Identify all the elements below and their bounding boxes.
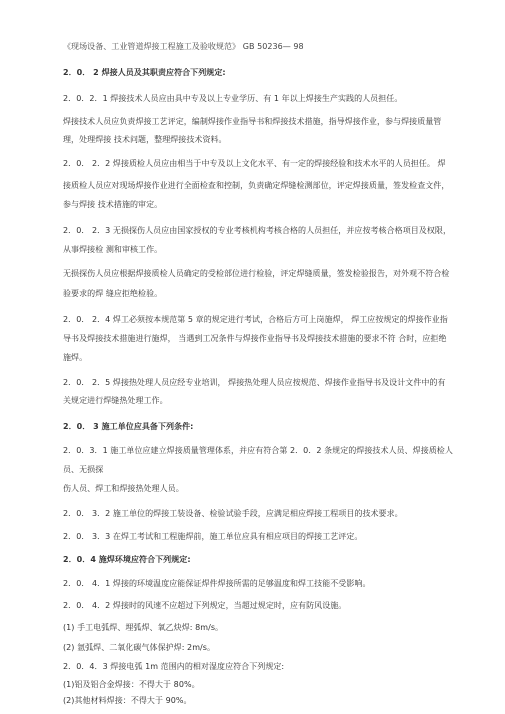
section-2-0-4-heading: 2．0．4 施焊环境应符合下列规定: [63,555,191,564]
paragraph-line: 2．0． 2．5 焊接热处理人员应经专业培训， 焊接热处理人员应按规范、焊接作业指导书及设计文件中的有 [63,378,446,387]
paragraph-line: 伤人员、焊工和焊接热处理人员。 [63,484,184,493]
paragraph-line: 验要求的焊 缝应拒绝检验。 [63,289,163,298]
paragraph-line: 理，处理焊接 技术问题，整理焊接技术资料。 [63,135,227,144]
paragraph-line: 从事焊接检 测和审核工作。 [63,245,163,254]
paragraph-line: (2) 氩弧焊、二氧化碳气体保护焊: 2m/s。 [63,643,216,652]
paragraph-line: (1)铝及铝合金焊接：不得大于 80%。 [63,680,200,689]
paragraph-line: 2．0．2．1 焊接技术人员应由具中专及以上专业学历、有 1 年以上焊接生产实践的人员担任。 [63,94,403,103]
paragraph-line: (2)其他材料焊接：不得大于 90%。 [63,696,192,705]
paragraph-line: 2．0． 3．3 在焊工考试和工程施焊前，施工单位应具有相应项目的焊接工艺评定。 [63,532,363,541]
paragraph-line: 焊接技术人员应负责焊接工艺评定，编制焊接作业指导书和焊接技术措施，指导焊接作业，参与焊接质量管 [63,117,442,126]
paragraph-line: 员、无损探 [63,465,104,474]
paragraph-line: 接质检人员应对现场焊接作业进行全面检查和控制，负责确定焊缝检测部位，评定焊接质量，签发检查文件， [63,181,450,190]
paragraph-line: 参与焊接 技术措施的审定。 [63,200,163,209]
paragraph-line: 2．0． 3．2 施工单位的焊接工装设备、检验试验手段，应满足相应焊接工程项目的技术要求。 [63,509,403,518]
section-2-0-3-heading: 2．0． 3 施工单位应具备下列条件: [63,422,194,431]
paragraph-line: 2．0． 2．2 焊接质检人员应由相当于中专及以上文化水平、有一定的焊接经验和技术水平的人员担任。 焊 [63,159,446,168]
section-2-0-2-heading: 2．0． 2 焊接人员及其职责应符合下列规定: [63,68,226,77]
paragraph-line: 施焊。 [63,353,88,362]
paragraph-line: 2．0． 4．2 焊接时的风速不应超过下列规定，当超过规定时，应有防风设施。 [63,601,347,610]
paragraph-line: (1) 手工电弧焊、埋弧焊、氧乙炔焊: 8m/s。 [63,623,224,632]
document-title: 《现场设备、工业管道焊接工程施工及验收规范》 GB 50236— 98 [63,42,304,51]
paragraph-line: 无损探伤人员应根据焊接质检人员确定的受检部位进行检验，评定焊缝质量，签发检验报告，对外观不符合检 [63,269,450,278]
paragraph-line: 2．0．4．3 焊接电弧 1m 范围内的相对湿度应符合下列规定: [63,662,285,671]
paragraph-line: 2．0． 2．3 无损探伤人员应由国家授权的专业考核机构考核合格的人员担任，并应按考核合格项目及权限， [63,226,451,235]
paragraph-line: 2．0． 2．4 焊工必须按本规范第 5 章的规定进行考试，合格后方可上岗施焊， 焊工应按规定的焊接作业指 [63,315,448,324]
paragraph-line: 导书及焊接技术措施进行施焊， 当遇到工况条件与焊接作业指导书及焊接技术措施的要求不符 合时，应拒绝 [63,334,447,343]
paragraph-line: 关规定进行焊缝热处理工作。 [63,396,168,405]
paragraph-line: 2．0．3．1 施工单位应建立焊接质量管理体系，并应有符合第 2．0．2 条规定的焊接技术人员、焊接质检人 [63,446,453,455]
paragraph-line: 2．0． 4．1 焊接的环境温度应能保证焊件焊接所需的足够温度和焊工技能不受影响。 [63,579,371,588]
